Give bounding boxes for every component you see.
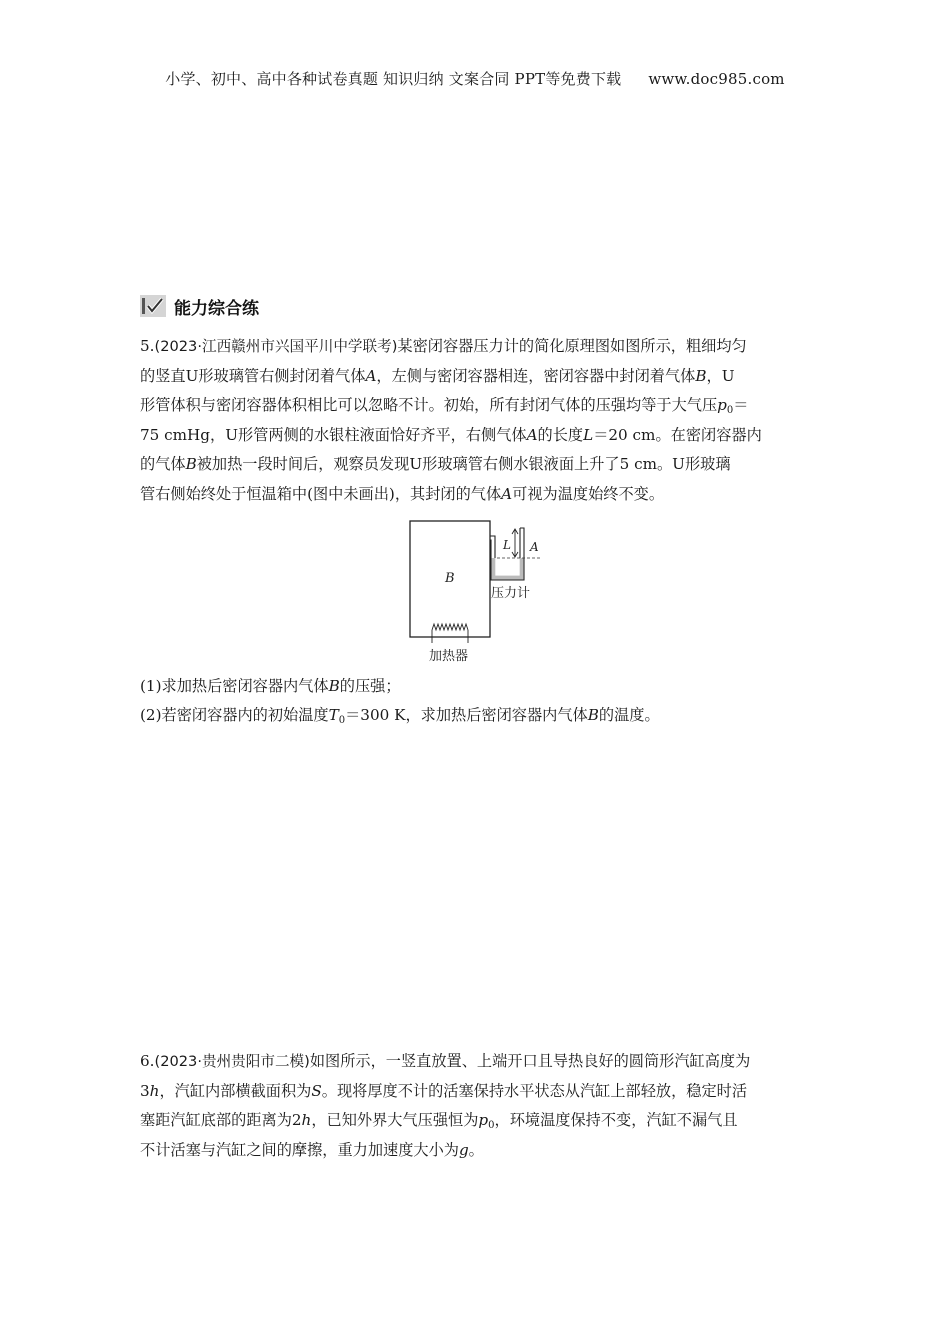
section-heading: [140, 292, 259, 320]
q5-line-3: 形管体积与密闭容器体积相比可以忽略不计。初始，所有封闭气体的压强均等于大气压$p_0=$: [140, 396, 749, 416]
q6-line-1: 6.(2023·贵州贵阳市二模)如图所示，一竖直放置、上端开口且导热良好的圆筒形汽缸高度为: [140, 1052, 751, 1070]
gas-b-label: B: [445, 571, 455, 586]
checkmark-badge-icon: [140, 295, 166, 317]
question-5: [140, 332, 810, 509]
q5-line-6: 管右侧始终处于恒温箱中(图中未画出)，其封闭的气体A可视为温度始终不变。: [140, 484, 665, 503]
section-title: 能力综合练: [174, 298, 259, 319]
q5-line-2: 的竖直U形玻璃管右侧封闭着气体A，左侧与密闭容器相连，密闭容器中封闭着气体B，U: [140, 366, 735, 385]
header-text: 小学、初中、高中各种试卷真题 知识归纳 文案合同 PPT等免费下载: [165, 70, 622, 88]
heater-coil: [432, 624, 468, 630]
page-header: [0, 68, 950, 89]
q6-line-2: 3h，汽缸内部横截面积为S。现将厚度不计的活塞保持水平状态从汽缸上部轻放，稳定时活: [140, 1081, 747, 1100]
gauge-label: 压力计: [491, 586, 531, 601]
q6-source: (2023·贵州贵阳市二模): [154, 1053, 310, 1070]
pressure-gauge-diagram: [405, 518, 545, 666]
header-site[interactable]: www.doc985.com: [648, 70, 785, 88]
q5-subquestion-1: (1)求加热后密闭容器内气体B的压强；: [140, 677, 401, 695]
q6-line-3: 塞距汽缸底部的距离为2h，已知外界大气压强恒为$p_0$，环境温度保持不变，汽缸不漏气且: [140, 1111, 738, 1131]
q6-line-4: 不计活塞与汽缸之间的摩擦，重力加速度大小为g。: [140, 1140, 484, 1159]
question-6: [140, 1047, 810, 1165]
q5-subquestion-2: (2)若密闭容器内的初始温度$T_0=300$ K，求加热后密闭容器内气体B的温度。: [140, 706, 660, 726]
gas-a-label: A: [530, 540, 539, 554]
heater-label: 加热器: [429, 649, 469, 664]
q5-line-4: 75 cmHg，U形管两侧的水银柱液面恰好齐平，右侧气体A的长度L＝20 cm。在密闭容器内: [140, 425, 762, 444]
q5-line-1: 5.(2023·江西赣州市兴国平川中学联考)某密闭容器压力计的简化原理图如图所示，粗细均匀: [140, 337, 747, 355]
q5-line-5: 的气体B被加热一段时间后，观察员发现U形玻璃管右侧水银液面上升了5 cm。U形玻璃: [140, 455, 731, 473]
q5-source: (2023·江西赣州市兴国平川中学联考): [154, 338, 398, 355]
length-label: L: [503, 538, 511, 552]
